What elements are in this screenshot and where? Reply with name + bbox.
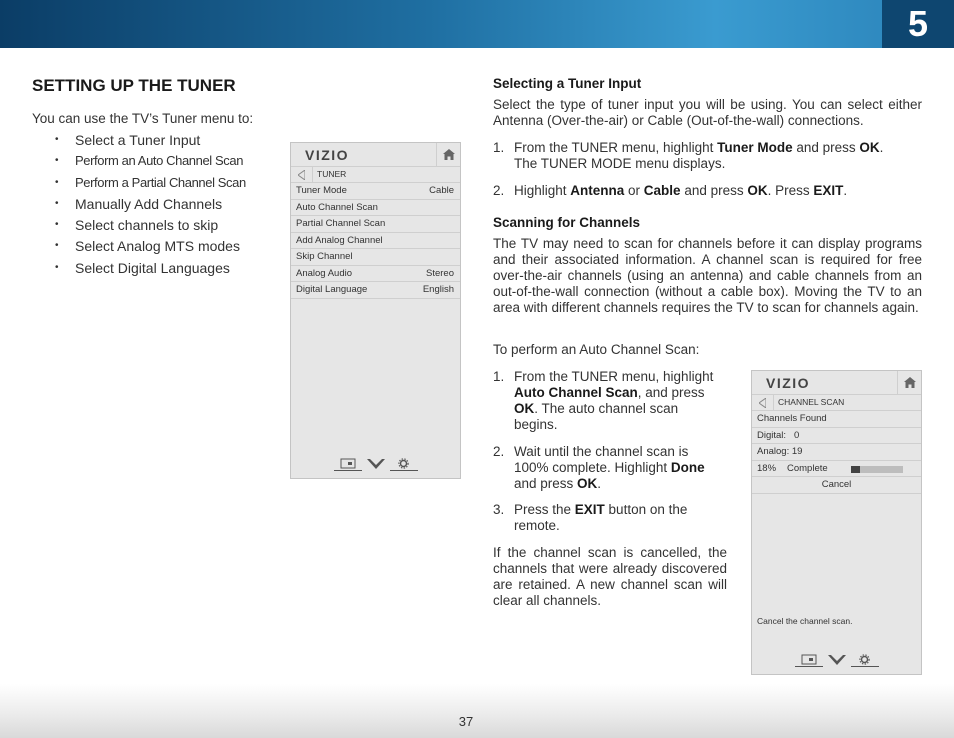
hint-text: Cancel the channel scan. xyxy=(757,616,853,626)
scan-progress-row: 18% Complete xyxy=(752,461,921,478)
breadcrumb xyxy=(291,167,460,183)
input-icon[interactable] xyxy=(340,458,356,469)
menu-item-analog-audio[interactable]: Analog Audio Stereo xyxy=(291,266,460,283)
list-item: • Perform a Partial Channel Scan xyxy=(55,174,246,190)
scan-step-2: 2. Wait until the channel scan is 100% complete. Highlight Done and press OK. xyxy=(493,444,705,491)
back-button[interactable] xyxy=(752,395,774,411)
vizio-logo: VIZIO xyxy=(766,375,811,391)
gear-icon[interactable] xyxy=(398,458,409,469)
menu-item-skip-channel[interactable]: Skip Channel xyxy=(291,249,460,266)
menu-item-partial-channel-scan[interactable]: Partial Channel Scan xyxy=(291,216,460,233)
progress-fill xyxy=(851,466,860,473)
back-button[interactable] xyxy=(291,167,313,183)
scan-step-3: 3. Press the EXIT button on the remote. xyxy=(493,502,688,533)
cancel-button[interactable]: Cancel xyxy=(752,477,921,494)
channel-scan-screenshot xyxy=(751,370,922,675)
list-item: • Select Analog MTS modes xyxy=(55,238,240,255)
home-icon xyxy=(443,149,455,160)
heading-scanning: Scanning for Channels xyxy=(493,215,641,230)
list-item: • Select a Tuner Input xyxy=(55,132,201,148)
list-item: • Select channels to skip xyxy=(55,217,219,234)
vizio-v-icon[interactable] xyxy=(827,654,847,666)
menu-item-auto-channel-scan[interactable]: Auto Channel Scan xyxy=(291,200,460,217)
underline xyxy=(851,666,879,667)
selecting-body: Select the type of tuner input you will be using. You can select either Antenna (Over-the-air) or Cable (Out-of-the-wall) connections. xyxy=(493,97,922,128)
menu-footer-icons xyxy=(291,458,460,472)
channels-found-label: Channels Found xyxy=(752,411,921,428)
menu-item-add-analog-channel[interactable]: Add Analog Channel xyxy=(291,233,460,250)
intro-text: You can use the TV’s Tuner menu to: xyxy=(32,111,254,126)
underline xyxy=(390,470,418,471)
section-title: SETTING UP THE TUNER xyxy=(32,76,236,95)
vizio-logo: VIZIO xyxy=(305,147,350,163)
chapter-number: 5 xyxy=(882,0,954,48)
vizio-v-icon[interactable] xyxy=(366,458,386,470)
progress-bar xyxy=(851,466,903,473)
digital-count: Digital: 0 xyxy=(752,428,921,445)
input-icon[interactable] xyxy=(801,654,817,665)
gear-icon[interactable] xyxy=(859,654,870,665)
breadcrumb-label: CHANNEL SCAN xyxy=(778,397,845,407)
back-arrow-icon xyxy=(298,170,305,180)
menu-item-digital-language[interactable]: Digital Language English xyxy=(291,282,460,299)
heading-selecting: Selecting a Tuner Input xyxy=(493,76,642,91)
selecting-step-1: 1. From the TUNER menu, highlight Tuner Mode and press OK. The TUNER MODE menu displays. xyxy=(493,140,884,171)
cancel-note: If the channel scan is cancelled, the channels that were already discovered are retained. A new channel scan will clear all channels. xyxy=(493,545,727,608)
home-button[interactable] xyxy=(436,143,460,167)
list-item: • Perform an Auto Channel Scan xyxy=(55,153,244,169)
analog-count: Analog: 19 xyxy=(752,444,921,461)
menu-footer-icons xyxy=(752,654,921,668)
breadcrumb xyxy=(752,395,921,411)
scanning-body: The TV may need to scan for channels before it can display programs and their associated information. A channel scan is required for free over-the-air channels (using an antenna) and cable channels from an out-of-the-wall connection (without a cable box). Moving the TV to an area with different channels requires the TV to scan for channels again. xyxy=(493,236,922,315)
selecting-step-2: 2. Highlight Antenna or Cable and press OK. Press EXIT. xyxy=(493,183,848,198)
breadcrumb-label: TUNER xyxy=(317,169,347,179)
home-button[interactable] xyxy=(897,371,921,395)
header-bar xyxy=(0,0,954,48)
tuner-menu-screenshot xyxy=(290,142,461,479)
footer-bar xyxy=(0,684,954,738)
list-item: • Select Digital Languages xyxy=(55,259,230,276)
perform-scan-intro: To perform an Auto Channel Scan: xyxy=(493,342,700,357)
scan-step-1: 1. From the TUNER menu, highlight Auto Channel Scan, and press OK. The auto channel scan begins. xyxy=(493,369,714,432)
feature-list xyxy=(55,131,246,280)
list-item: • Manually Add Channels xyxy=(55,195,223,212)
underline xyxy=(795,666,823,667)
underline xyxy=(334,470,362,471)
back-arrow-icon xyxy=(759,398,766,408)
menu-header xyxy=(752,371,921,395)
home-icon xyxy=(904,377,916,388)
menu-item-tuner-mode[interactable]: Tuner Mode Cable xyxy=(291,183,460,200)
page-number: 37 xyxy=(458,714,474,729)
menu-header xyxy=(291,143,460,167)
